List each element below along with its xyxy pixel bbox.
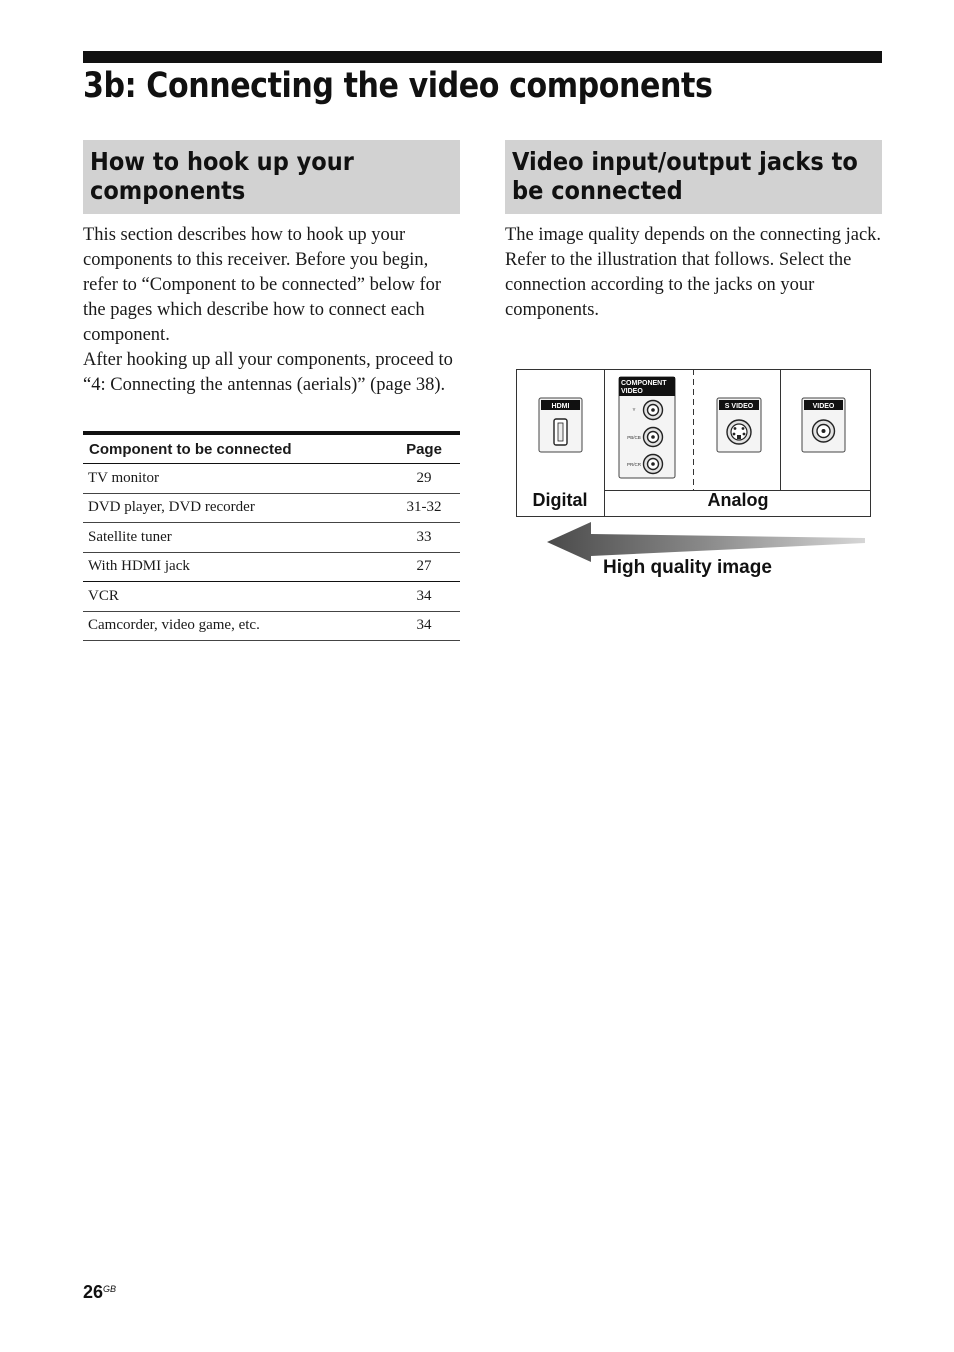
right-section-heading-box (505, 140, 882, 214)
table-row (83, 523, 460, 553)
antenna-paragraph: After hooking up all your components, proceed to “4: Connecting the antennas (aerials)” (page 38). (83, 350, 453, 395)
table-cell-component: TV monitor (83, 464, 388, 494)
right-section-heading: Video input/output jacks to be connected (512, 147, 858, 205)
table-cell-page: 27 (388, 552, 460, 582)
page-number-value: 26 (83, 1282, 104, 1302)
comp-pr-label: PR/CR (626, 462, 642, 467)
page-number (83, 1282, 116, 1303)
component-label-line1: COMPONENT (621, 380, 667, 387)
hdmi-jack-icon (539, 398, 582, 452)
s-video-label: S VIDEO (724, 403, 754, 410)
table-cell-page: 29 (388, 464, 460, 494)
table-cell-page: 31-32 (388, 493, 460, 523)
table-header-component: Component to be connected (83, 433, 388, 464)
table-row (83, 582, 460, 612)
hdmi-label: HDMI (551, 403, 570, 410)
comp-y-label: Y (632, 407, 636, 412)
high-quality-label: High quality image (603, 557, 772, 578)
video-label: VIDEO (812, 403, 835, 410)
left-section-heading-box (83, 140, 460, 214)
page-title: 3b: Connecting the video components (83, 66, 713, 106)
table-header-page: Page (388, 433, 460, 464)
table-row (83, 611, 460, 641)
left-section-heading: How to hook up your components (90, 147, 354, 205)
table-row (83, 552, 460, 582)
video-jacks-diagram (516, 369, 871, 517)
intro-paragraph: This section describes how to hook up your components to this receiver. Before you begin, refer to “Component to be connected” below for the pages which describe how to connect each component. (83, 225, 442, 345)
top-rule (83, 51, 882, 63)
quality-paragraph: The image quality depends on the connecting jack. Refer to the illustration that follows. Select the connection according to the jacks on your components. (505, 225, 882, 320)
analog-label: Analog (707, 490, 769, 510)
table-row (83, 493, 460, 523)
digital-label: Digital (532, 490, 588, 510)
component-label-line2: VIDEO (621, 388, 643, 395)
table-cell-page: 34 (388, 611, 460, 641)
table-cell-page: 33 (388, 523, 460, 553)
comp-pb-label: PB/CB (627, 435, 641, 440)
table-cell-page: 34 (388, 582, 460, 612)
component-table (83, 431, 460, 641)
table-cell-component: With HDMI jack (83, 552, 388, 582)
table-cell-component: Camcorder, video game, etc. (83, 611, 388, 641)
table-row (83, 464, 460, 494)
component-video-jack-icon (619, 377, 675, 478)
table-cell-component: VCR (83, 582, 388, 612)
composite-video-jack-icon (802, 398, 845, 452)
table-cell-component: DVD player, DVD recorder (83, 493, 388, 523)
page-number-suffix: GB (103, 1284, 117, 1294)
table-cell-component: Satellite tuner (83, 523, 388, 553)
s-video-jack-icon (717, 398, 761, 452)
table-header-row (83, 433, 460, 464)
